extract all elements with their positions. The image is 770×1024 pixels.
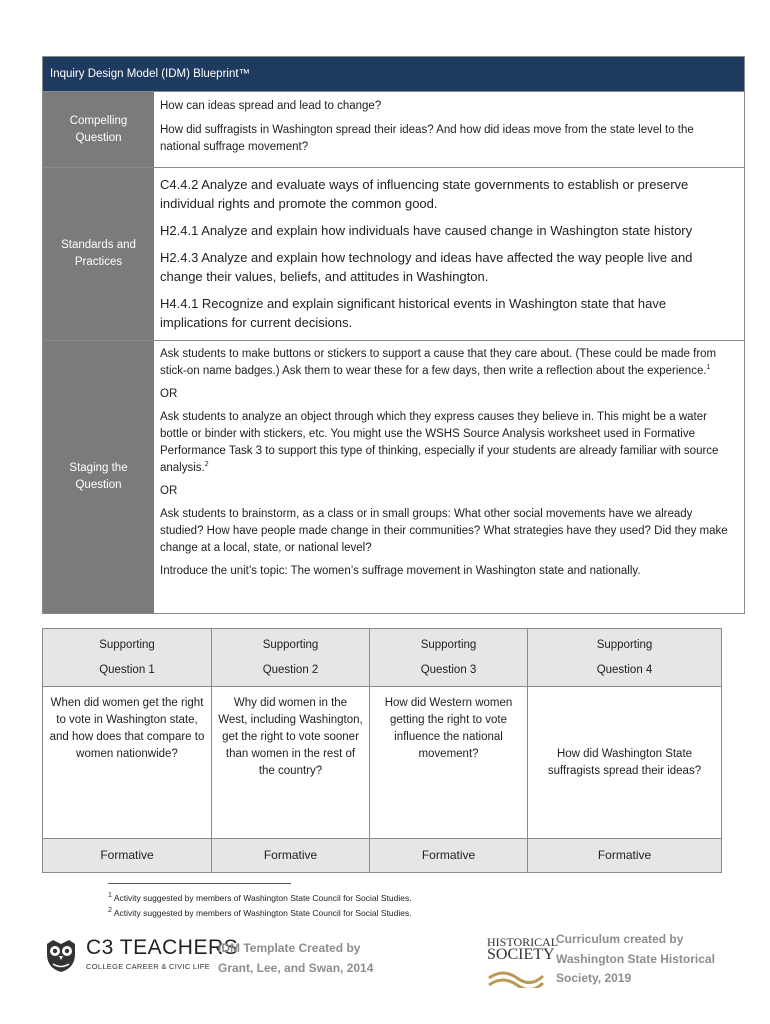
supporting-question-text: Why did women in the West, including Washington, get the right to vote sooner than women in the rest of the country? (212, 687, 370, 839)
c3-teachers-title: C3 TEACHERS (86, 936, 239, 959)
supporting-header-row (43, 629, 722, 687)
formative-row (43, 839, 722, 873)
society-wave-icon (487, 966, 545, 988)
standard-item: C4.4.2 Analyze and evaluate ways of influencing state governments to establish or preserve individual rights and promote the common good. (160, 177, 689, 211)
footnote: $^2$ Activity suggested by members of Washington State Council for Social Studies. (108, 907, 412, 918)
staging-text: Ask students to analyze an object through which they express causes they believe in. This might be a water bottle or binder with stickers, etc. You might use the WSHS Source Analysis worksheet used in Formative Performance Task 3 to support this type of thinking, especially if your students are already familiar with source analysis. (160, 411, 719, 474)
staging-row (43, 340, 744, 613)
society-logo-text: SOCIETY (487, 946, 555, 963)
footnote-divider (108, 883, 291, 884)
compelling-question-label: Compelling Question (43, 92, 154, 167)
standard-item: H2.4.3 Analyze and explain how technology and ideas have affected the way people live and change their values, beliefs, and attitudes in Washington. (160, 250, 693, 284)
compelling-question-row (43, 91, 744, 167)
compelling-question-line: How did suffragists in Washington spread their ideas? And how did ideas move from the state level to the national suffrage movement? (160, 124, 694, 153)
staging-content (154, 341, 744, 613)
staging-paragraph (160, 346, 736, 380)
idm-template-credit: IDM Template Created by Grant, Lee, and Swan, 2014 (218, 941, 374, 975)
staging-paragraph: Ask students to brainstorm, as a class or in small groups: What other social movements have we already studied? How have people made change in their communities? What strategies have they used? Did they make change at a local, state, or national level? (160, 508, 728, 554)
standard-item: H2.4.1 Analyze and explain how individuals have caused change in Washington state history (160, 223, 693, 238)
staging-text: Ask students to make buttons or stickers to support a cause that they care about. (These could be made from stick-on name badges.) Ask them to wear these for a few days, then write a reflection about the experience. (160, 348, 717, 377)
standards-label: Standards and Practices (43, 168, 154, 340)
supporting-question-text: When did women get the right to vote in Washington state, and how does that compare to women nationwide? (43, 687, 212, 839)
supporting-question-header: Supporting Question 4 (528, 629, 722, 687)
blueprint-header: Inquiry Design Model (IDM) Blueprint™ (43, 57, 744, 91)
idm-blueprint-table (42, 56, 745, 614)
formative-label: Formative (43, 839, 212, 873)
staging-paragraph (160, 409, 736, 477)
supporting-question-text: How did Western women getting the right to vote influence the national movement? (370, 687, 528, 839)
standards-content (154, 168, 744, 340)
footnote: $^1$ Activity suggested by members of Washington State Council for Social Studies. (108, 892, 412, 903)
formative-label: Formative (212, 839, 370, 873)
formative-label: Formative (370, 839, 528, 873)
society-logo-text: HISTORICAL (487, 935, 559, 949)
curriculum-credit: Curriculum created by Washington State Historical Society, 2019 (556, 932, 715, 985)
owl-logo-icon (44, 938, 78, 974)
supporting-questions-table (42, 628, 722, 873)
staging-paragraph: Introduce the unit’s topic: The women’s suffrage movement in Washington state and nationally. (160, 565, 641, 577)
staging-or: OR (160, 388, 178, 400)
standard-item: H4.4.1 Recognize and explain significant historical events in Washington state that have implications for current decisions. (160, 296, 667, 330)
supporting-question-header: Supporting Question 2 (212, 629, 370, 687)
staging-or: OR (160, 485, 178, 497)
c3-teachers-subtitle: COLLEGE CAREER & CIVIC LIFE (86, 962, 210, 971)
compelling-question-line: How can ideas spread and lead to change? (160, 100, 382, 112)
standards-row (43, 167, 744, 340)
supporting-question-text: How did Washington State suffragists spread their ideas? (528, 687, 722, 839)
supporting-question-header: Supporting Question 1 (43, 629, 212, 687)
formative-label: Formative (528, 839, 722, 873)
supporting-question-header: Supporting Question 3 (370, 629, 528, 687)
supporting-question-row (43, 687, 722, 839)
footnote-ref: 2 (204, 461, 209, 469)
footnote-ref: 1 (706, 364, 711, 372)
staging-label: Staging the Question (43, 341, 154, 613)
compelling-question-content (154, 92, 744, 167)
